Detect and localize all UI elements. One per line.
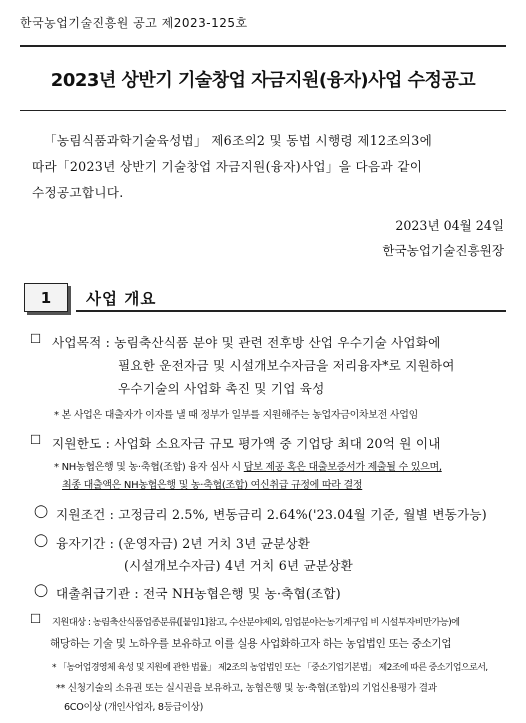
checkbox-icon: ☐ (30, 611, 42, 626)
circle-bullet-icon: ◯ (34, 532, 49, 547)
section-number: 1 (40, 288, 52, 307)
intro-line-1: 「농림식품과학기술육성법」 제6조의2 및 동법 시행령 제12조의3에 (44, 133, 433, 148)
limit-note-2: 최종 대출액은 NH농협은행 및 농·축협(조합) 여신취급 규정에 따라 결정 (62, 480, 363, 491)
checkbox-icon: ☐ (30, 331, 42, 346)
intro-line-3: 수정공고합니다. (32, 185, 124, 200)
target-note-1: * 「농어업경영체 육성 및 지원에 관한 법률」 제2조의 농업법인 또는 「중소기업기본법」 제2조에 따른 중소기업으로서, (52, 663, 488, 673)
circle-bullet-icon: ◯ (34, 582, 49, 597)
period-line-1: 융자기간 : (운영자금) 2년 거치 3년 균분상환 (56, 536, 311, 551)
limit-line: 지원한도 : 사업화 소요자금 규모 평가액 중 기업당 최대 20억 원 이내 (52, 436, 441, 451)
page-title: 2023년 상반기 기술창업 자금지원(융자)사업 수정공고 (50, 70, 476, 91)
target-line-1: 지원대상 : 농림축산식품업종분류([붙임1]참고, 수산분야제외, 임업분야는농기계구입 비 시설투자비만가능)에 (52, 617, 460, 628)
bank-line: 대출취급기관 : 전국 NH농협은행 및 농·축협(조합) (56, 586, 341, 601)
notice-date: 2023년 04월 24일 (395, 218, 504, 233)
title-rule (20, 110, 506, 111)
limit-note-1-start: * NH농협은행 및 농·축협(조합) 융자 심사 시 (54, 462, 244, 473)
intro-line-2: 따라「2023년 상반기 기술창업 자금지원(융자)사업」을 다음과 같이 (32, 159, 423, 174)
target-note-3: 6CO이상 (개인사업자, 8등급이상) (64, 702, 204, 713)
target-note-2: ** 신청기술의 소유권 또는 실시권을 보유하고, 농협은행 및 농·축협(조합)의 기업신용평가 결과 (56, 683, 437, 694)
target-line-2: 해당하는 기술 및 노하우를 보유하고 이를 실용 사업화하고자 하는 농업법인 또는 중소기업 (50, 638, 452, 650)
purpose-line-1: 사업목적 : 농림축산식품 분야 및 관련 전후방 산업 우수기술 사업화에 (52, 335, 441, 350)
purpose-line-2: 필요한 운전자금 및 시설개보수자금을 저리융자*로 지원하여 (118, 358, 455, 373)
top-rule (20, 45, 506, 47)
limit-note-1 (54, 458, 442, 473)
purpose-note: * 본 사업은 대출자가 이자를 낼 때 정부가 일부를 지원해주는 농업자금이차보전 사업임 (54, 410, 418, 421)
condition-line: 지원조건 : 고정금리 2.5%, 변동금리 2.64%('23.04월 기준, 월별 변동가능) (56, 507, 487, 522)
section-title: 사업 개요 (86, 290, 157, 308)
issuing-org: 한국농업기술진흥원장 (382, 243, 504, 258)
checkbox-icon: ☐ (30, 432, 42, 447)
circle-bullet-icon: ◯ (34, 503, 49, 518)
notice-number: 한국농업기술진흥원 공고 제2023-125호 (20, 16, 248, 30)
period-line-2: (시설개보수자금) 4년 거치 6년 균분상환 (124, 558, 353, 573)
purpose-line-3: 우수기술의 사업화 촉진 및 기업 육성 (118, 381, 325, 396)
section-number-box (24, 283, 68, 312)
limit-note-1-underlined: 담보 제공 혹은 대출보증서가 제출될 수 있으며, (243, 462, 442, 473)
section-underline (76, 310, 506, 312)
